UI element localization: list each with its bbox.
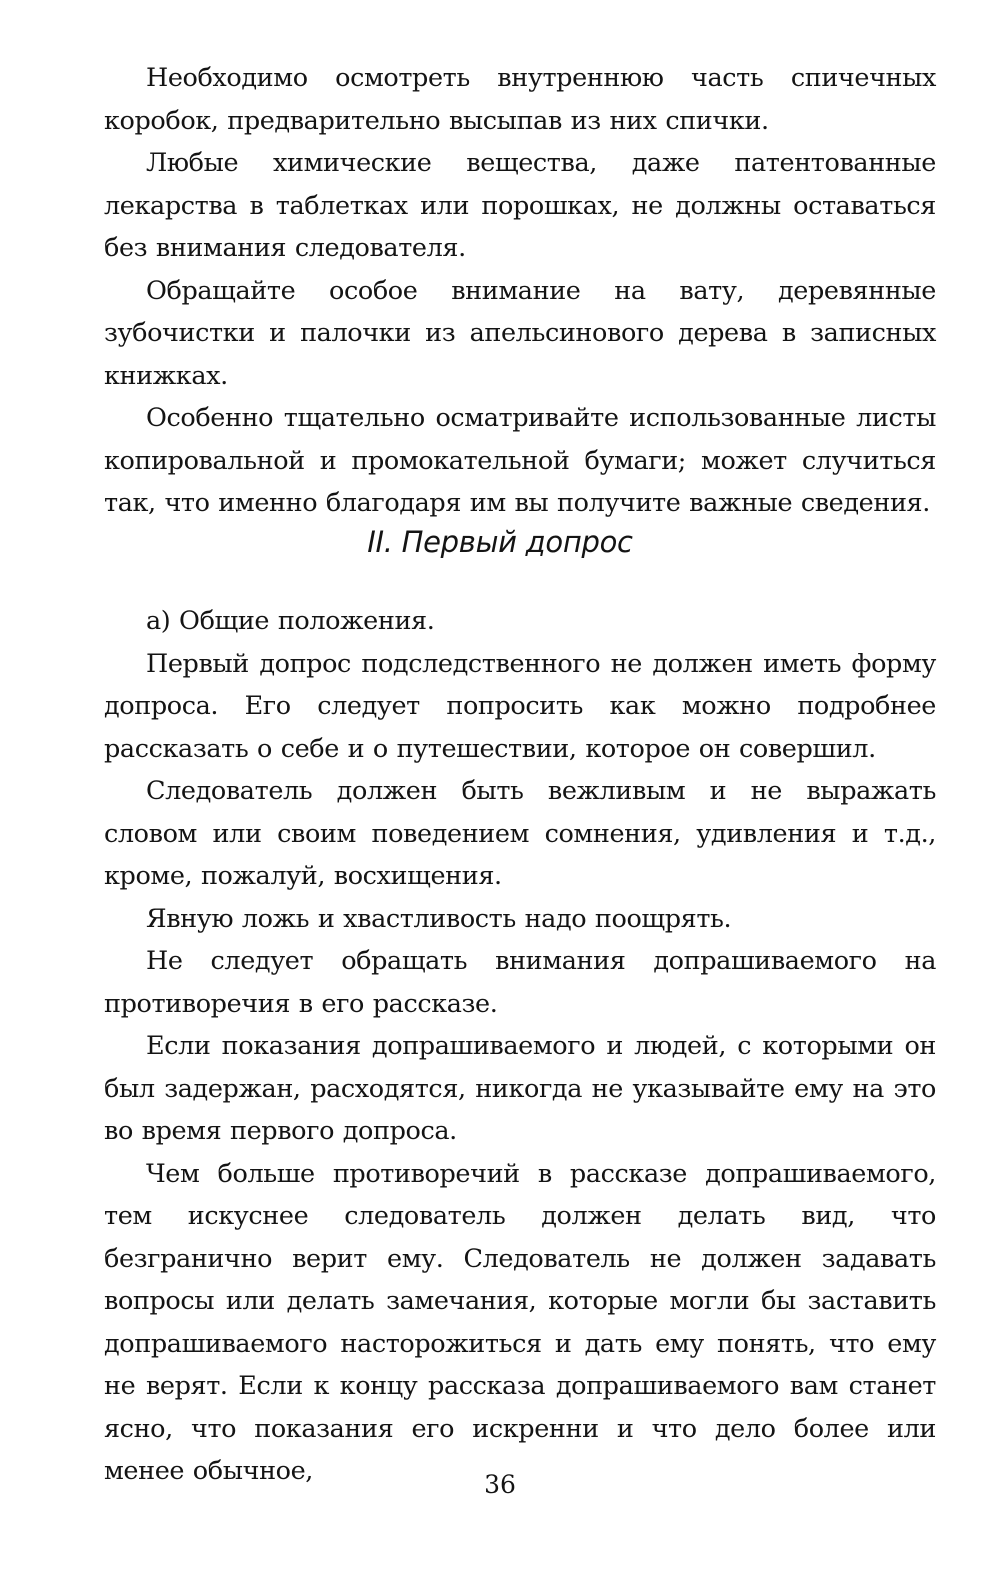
paragraph: Обращайте особое внимание на вату, деревянные зубочистки и палочки из апельсинового дерева в записных книжках. [104,275,936,391]
paragraph: Чем больше противоречий в рассказе допрашиваемого, тем искуснее следователь должен делать вид, что безгранично верит ему. Следователь не должен задавать вопросы или делать замечания, которые могли бы заставить допрашиваемого насторожиться и дать ему понять, что ему не верят. Если к концу рассказа допрашиваемого вам станет ясно, что показания его искренни и что дело более или менее обычное, [104,1158,936,1486]
section-heading: II. Первый допрос [367,525,633,559]
top-text-block [104,57,936,525]
paragraph: Явную ложь и хвастливость надо поощрять. [146,903,732,934]
page-number: 36 [484,1470,516,1499]
paragraph: Особенно тщательно осматривайте использованные листы копировальной и промокательной бумаги; может случиться так, что именно благодаря им вы получите важные сведения. [104,403,936,518]
paragraph: Следователь должен быть вежливым и не выражать словом или своим поведением сомнения, удивления и т.д., кроме, пожалуй, восхищения. [104,776,936,891]
subsection-label: а) Общие положения. [146,606,435,636]
bottom-text-block [104,600,936,1493]
paragraph: Не следует обращать внимания допрашиваемого на противоречия в его рассказе. [104,946,936,1019]
paragraph: Любые химические вещества, даже патентованные лекарства в таблетках или порошках, не должны оставаться без внимания следователя. [104,148,936,263]
paragraph: Если показания допрашиваемого и людей, с которыми он был задержан, расходятся, никогда не указывайте ему на это во время первого допроса. [104,1031,936,1146]
paragraph: Необходимо осмотреть внутреннюю часть спичечных коробок, предварительно высыпав из них спички. [104,63,936,136]
paragraph: Первый допрос подследственного не должен иметь форму допроса. Его следует попросить как можно подробнее рассказать о себе и о путешествии, которое он совершил. [104,648,936,764]
